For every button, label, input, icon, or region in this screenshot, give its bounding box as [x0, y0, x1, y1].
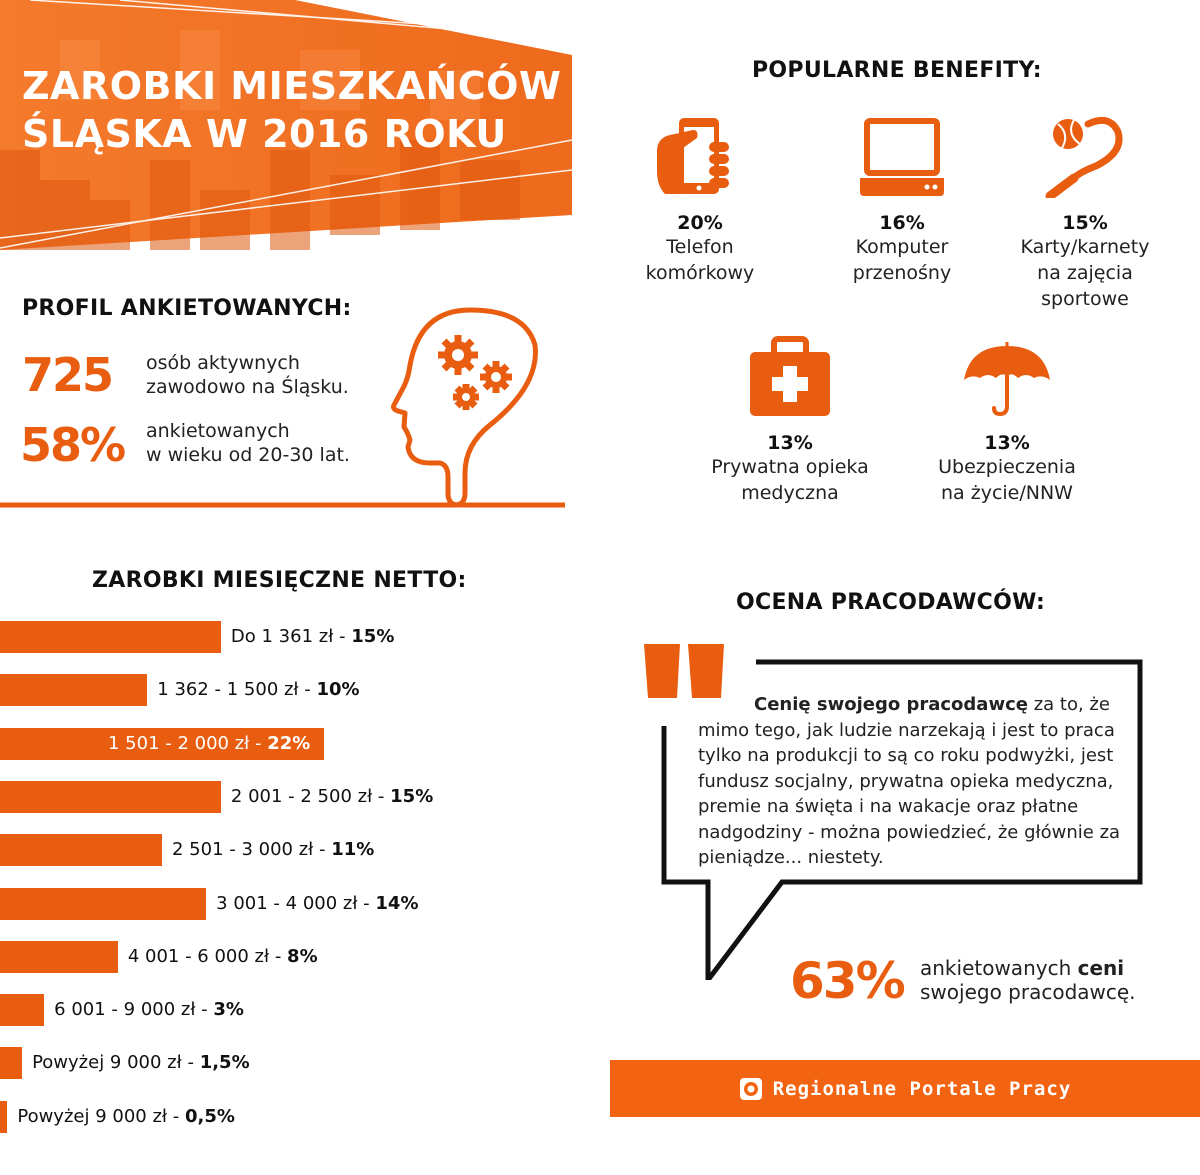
- earnings-bar: [0, 1101, 7, 1133]
- tennis-racket-icon: [1040, 116, 1130, 198]
- benefit-label: na zajęcia: [1037, 262, 1133, 284]
- benefit-medical: [690, 336, 890, 506]
- benefit-label: Ubezpieczenia: [938, 456, 1076, 478]
- profile-stat-age-value: 58%: [20, 418, 125, 472]
- earnings-bar: [0, 1047, 22, 1079]
- benefits-heading: POPULARNE BENEFITY:: [752, 58, 1042, 83]
- earnings-bar: [0, 834, 162, 866]
- earnings-bar: [0, 781, 221, 813]
- earnings-bar-label: 3 001 - 4 000 zł - 14%: [216, 892, 419, 914]
- earnings-bar: [0, 674, 147, 706]
- earnings-bar-label: 1 501 - 2 000 zł - 22%: [108, 732, 311, 754]
- benefit-pct: 20%: [677, 212, 723, 234]
- benefit-pct: 16%: [879, 212, 925, 234]
- benefit-label: sportowe: [1041, 288, 1129, 310]
- earnings-bar: [0, 941, 118, 973]
- employer-rating-text: [920, 956, 1136, 1004]
- stat-text: ankietowanych: [920, 956, 1078, 980]
- benefit-pct: 13%: [767, 432, 813, 454]
- stat-line: zawodowo na Śląsku.: [146, 376, 349, 398]
- benefit-label: Komputer: [855, 236, 949, 258]
- title-line-1: ZAROBKI MIESZKAŃCÓW: [22, 64, 562, 108]
- benefit-label: Prywatna opieka: [711, 456, 869, 478]
- page-title: [22, 62, 561, 158]
- earnings-bar: [0, 888, 206, 920]
- benefit-label: medyczna: [741, 482, 839, 504]
- stat-line: w wieku od 20-30 lat.: [146, 444, 350, 466]
- stat-line: ankietowanych: [146, 420, 290, 442]
- earnings-bar: [0, 621, 221, 653]
- benefit-sports: [985, 116, 1185, 312]
- earnings-bar-label: 2 501 - 3 000 zł - 11%: [172, 839, 375, 861]
- head-with-gears-icon: [0, 305, 580, 515]
- earnings-bar-label: 4 001 - 6 000 zł - 8%: [127, 945, 318, 967]
- first-aid-kit-icon: [745, 336, 835, 418]
- earnings-bar-label: 6 001 - 9 000 zł - 3%: [54, 999, 244, 1021]
- employer-rating-value: 63%: [790, 952, 904, 1010]
- stat-text: swojego pracodawcę.: [920, 980, 1136, 1004]
- benefit-label: Telefon: [666, 236, 734, 258]
- employer-rating-heading: OCENA PRACODAWCÓW:: [736, 590, 1046, 615]
- footer-brand-bar[interactable]: [610, 1060, 1200, 1117]
- benefit-pct: 13%: [984, 432, 1030, 454]
- stat-bold: ceni: [1077, 956, 1125, 980]
- benefit-insurance: [907, 336, 1107, 506]
- quote-bold: Cenię swojego pracodawcę: [754, 694, 1028, 715]
- earnings-bar-label: 1 362 - 1 500 zł - 10%: [157, 679, 360, 701]
- earnings-bar-label: Do 1 361 zł - 15%: [230, 626, 395, 647]
- profile-stat-respondents-value: 725: [22, 348, 113, 402]
- footer-brand-name: Regionalne Portale Pracy: [772, 1077, 1072, 1100]
- benefit-label: na życie/NNW: [941, 482, 1073, 504]
- quote-text: za to, że mimo tego, jak ludzie narzekają i jest to praca tylko na produkcji to są co roku podwyżki, jest fundusz socjalny, prywatna opieka medyczna, premie na święta i na wakacje oraz płatne nadgodziny - można powiedzieć, że głównie za pieniądze... niestety.: [698, 694, 1121, 868]
- benefit-label: Karty/karnety: [1020, 236, 1150, 258]
- benefit-laptop: [802, 116, 1002, 286]
- umbrella-icon: [962, 336, 1052, 418]
- employer-quote: [698, 692, 1138, 871]
- earnings-bar: [0, 994, 44, 1026]
- profile-heading: PROFIL ANKIETOWANYCH:: [22, 296, 352, 321]
- quote-mark-icon: [644, 644, 680, 698]
- benefit-label: przenośny: [852, 262, 952, 284]
- laptop-icon: [857, 116, 947, 198]
- earnings-chart-title: ZAROBKI MIESIĘCZNE NETTO:: [92, 568, 467, 593]
- benefit-pct: 15%: [1062, 212, 1108, 234]
- gear-logo-icon: [739, 1077, 763, 1101]
- stat-line: osób aktywnych: [146, 352, 300, 374]
- title-line-2: ŚLĄSKA W 2016 ROKU: [22, 112, 507, 156]
- benefit-label: komórkowy: [645, 262, 755, 284]
- earnings-bar-label: Powyżej 9 000 zł - 1,5%: [32, 1052, 250, 1074]
- earnings-bar-label: 2 001 - 2 500 zł - 15%: [230, 785, 434, 807]
- earnings-bar-label: Powyżej 9 000 zł - 0,5%: [17, 1105, 235, 1127]
- benefit-phone: [600, 116, 800, 286]
- phone-in-hand-icon: [655, 116, 745, 198]
